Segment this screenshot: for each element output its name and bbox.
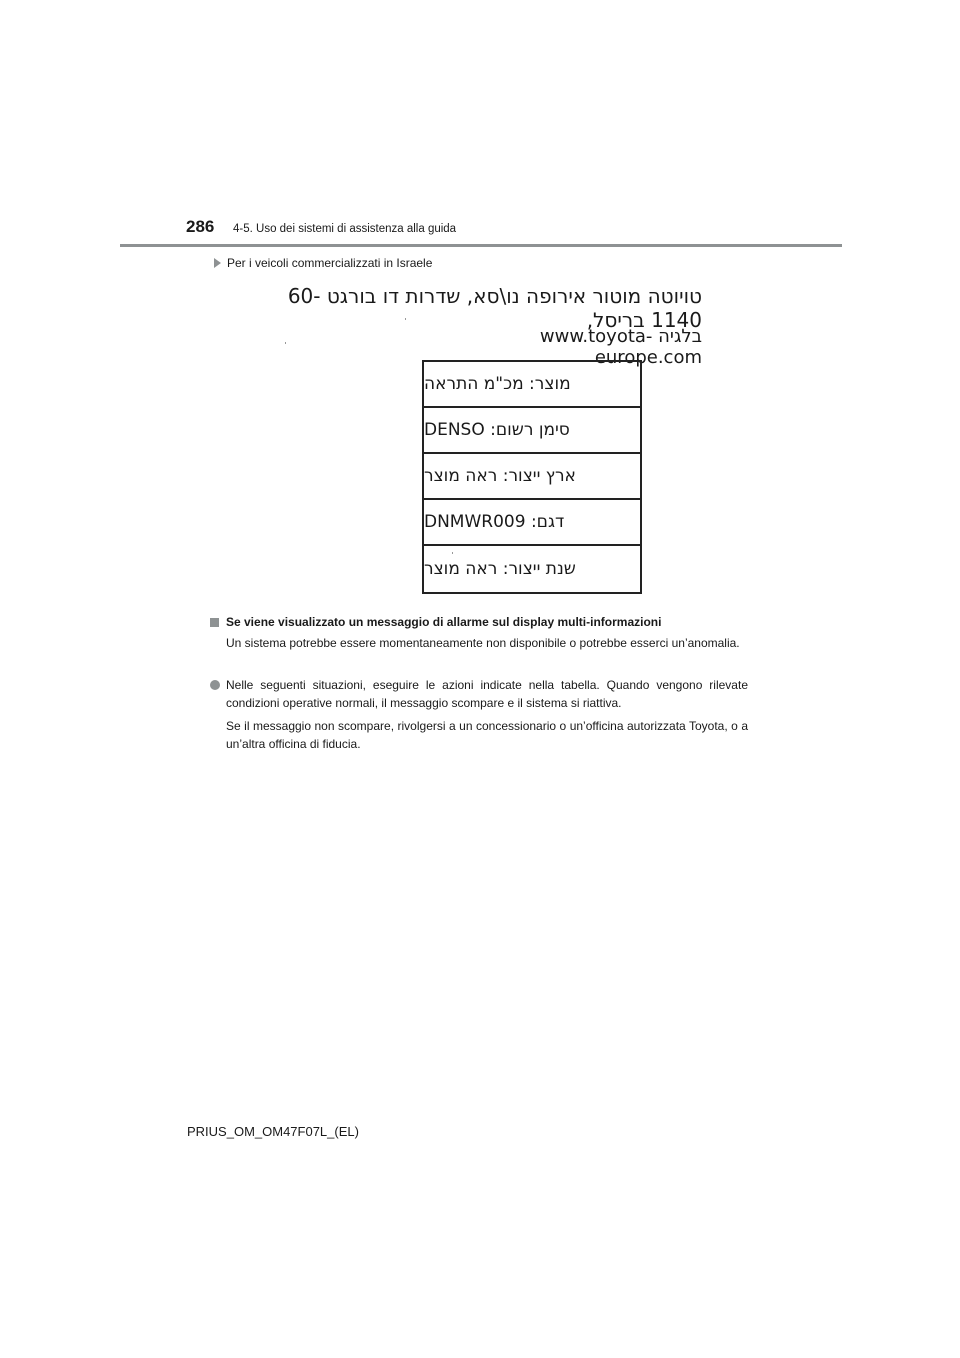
label-row: ארץ ייצור: ראה מוצר [424, 454, 640, 500]
square-bullet-icon [210, 618, 219, 627]
scan-speck [405, 318, 406, 320]
header-rule [120, 244, 842, 247]
warning-intro: Un sistema potrebbe essere momentaneamente non disponibile o potrebbe esserci un’anomalia. [226, 636, 740, 650]
label-row: מוצר: מכ"מ התראה [424, 362, 640, 408]
warning-heading [210, 615, 661, 629]
label-row: שנת ייצור: ראה מוצר [424, 559, 576, 579]
market-note-text: Per i veicoli commercializzati in Israele [227, 256, 433, 270]
label-table [422, 360, 642, 594]
warning-bullet [210, 676, 748, 712]
triangle-bullet-icon [214, 258, 221, 268]
warning-heading-text: Se viene visualizzato un messaggio di allarme sul display multi-informazioni [226, 615, 662, 629]
warning-bullet-text: Nelle seguenti situazioni, eseguire le azioni indicate nella tabella. Quando vengono rilevate condizioni operative normali, il messaggio scompare e il sistema si riattiva. [226, 678, 748, 710]
label-row: דגם: DNMWR009 [424, 500, 640, 546]
label-row: סימן רשום: DENSO [424, 408, 640, 454]
section-title: 4-5. Uso dei sistemi di assistenza alla guida [233, 223, 457, 235]
scan-speck [285, 342, 286, 344]
page-number: 286 [186, 217, 215, 236]
warning-closing: Se il messaggio non scompare, rivolgersi a un concessionario o un’officina autorizzata Toyota, o a un’altra officina di fiducia. [226, 719, 748, 751]
hebrew-address: טויוטה מוטור אירופה נו\סא, שדרות דו בורגט 60-1140 בריסל, [287, 284, 702, 332]
circle-bullet-icon [210, 680, 220, 690]
market-note [214, 256, 432, 270]
hebrew-web: בלגיה www.toyota-europe.com [539, 326, 702, 368]
footer-doc-code: PRIUS_OM_OM47F07L_(EL) [187, 1124, 359, 1139]
